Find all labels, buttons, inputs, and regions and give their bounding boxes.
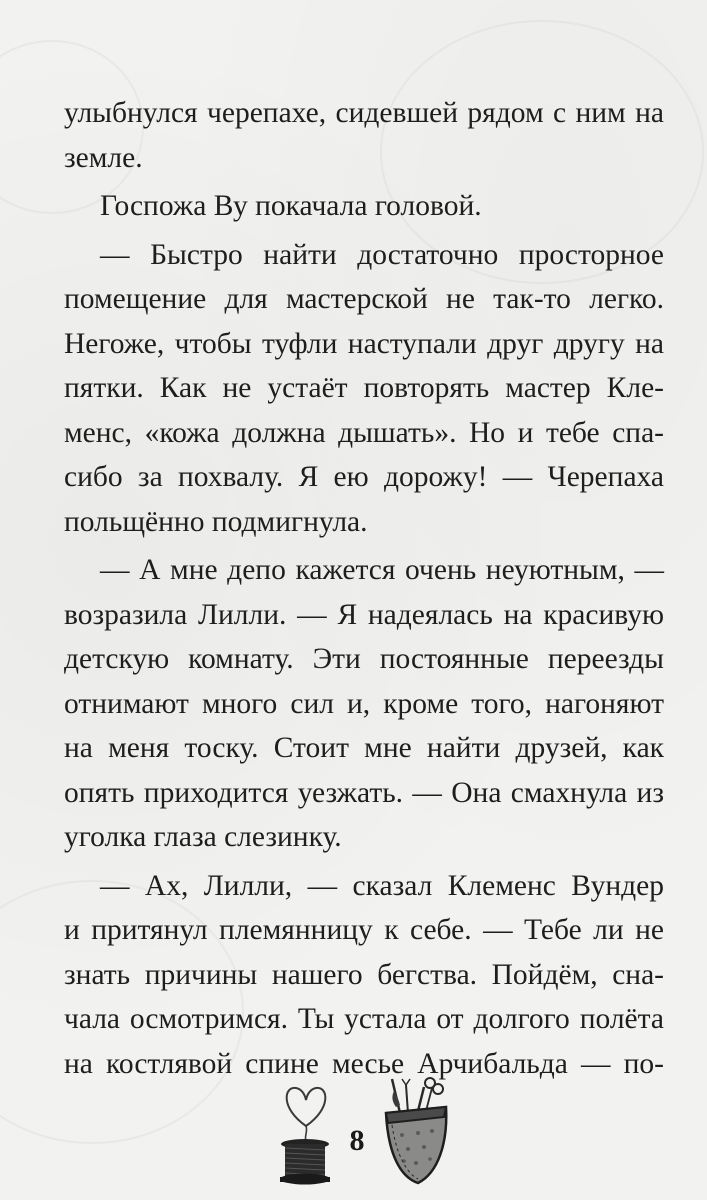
text-line: помещение для мастерской не так-то легко. [64, 283, 664, 315]
text-line: уголка глаза слезинку. [64, 821, 342, 853]
text-line: менс, «кожа должна дышать». Но и тебе спа- [64, 416, 664, 449]
text-line: детскую комнату. Эти постоянные переезды [64, 643, 664, 675]
text-line: — А мне депо кажется очень неуютным, — [100, 554, 664, 586]
text-line: возразила Лилли. — Я надеялась на красивую [64, 598, 664, 631]
text-line: отнимают много сил и, кроме того, нагоняют [64, 687, 664, 720]
page-number: 8 [349, 1124, 365, 1157]
text-line: на костлявой спине месье Арчибальда — по- [64, 1047, 664, 1080]
text-line: сибо за похвалу. Я ею дорожу! — Черепаха [64, 461, 664, 493]
text-line: — Ах, Лилли, — сказал Клеменс Вундер [100, 869, 664, 902]
text-line: — Быстро найти достаточно просторное [100, 238, 664, 271]
text-line: пятки. Как не устаёт повторять мастер Кле- [64, 372, 664, 404]
text-line: и притянул племянницу к себе. — Тебе ли не [64, 914, 664, 946]
text-line: знать причины нашего бегства. Пойдём, сна- [64, 958, 664, 991]
body-text [64, 91, 664, 1086]
text-line: Госпожа Ву покачала головой. [100, 190, 482, 222]
thread-spool-heart-icon [270, 1078, 340, 1198]
text-line: улыбнулся черепахе, сидевшей рядом с ним на [64, 97, 664, 129]
text-line: опять приходится уезжать. — Она смахнула из [64, 776, 664, 809]
text-line: на меня тоску. Стоит мне найти друзей, как [64, 732, 664, 764]
sewing-pouch-icon [378, 1073, 458, 1193]
text-line: земле. [64, 141, 143, 174]
text-line: польщённо подмигнула. [64, 505, 368, 538]
text-line: чала осмотримся. Ты устала от долгого полёта [64, 1003, 664, 1035]
text-line: Негоже, чтобы туфли наступали друг другу на [64, 327, 664, 360]
